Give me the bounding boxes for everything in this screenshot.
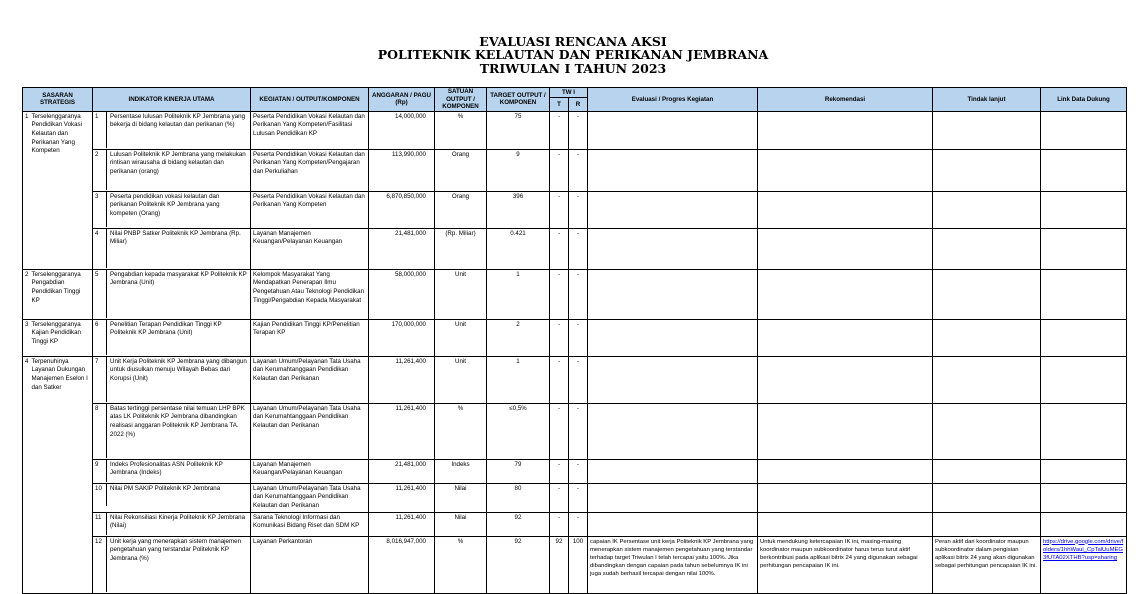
sasaran-cell bbox=[23, 319, 93, 356]
indikator-text: Peserta pendidikan vokasi kelautan dan perikanan Politeknik KP Jembrana yang kompeten (Orang) bbox=[110, 192, 220, 217]
tw-r-cell: - bbox=[569, 512, 588, 536]
anggaran-cell: 8,016,947,000 bbox=[369, 536, 435, 593]
indikator-text: Lulusan Politeknik KP Jembrana yang melakukan rintisan wirausaha di bidang kelautan dan perikanan (orang) bbox=[110, 150, 246, 175]
header-t: T bbox=[550, 97, 569, 111]
tw-t-cell: - bbox=[550, 459, 569, 483]
indikator-cell bbox=[93, 403, 251, 459]
satuan-cell: Orang bbox=[435, 149, 487, 191]
link-cell bbox=[1041, 356, 1127, 403]
link-cell bbox=[1041, 228, 1127, 269]
satuan-cell: Indeks bbox=[435, 459, 487, 483]
link-cell bbox=[1041, 269, 1127, 319]
tw-t-cell: - bbox=[550, 356, 569, 403]
header-indikator: INDIKATOR KINERJA UTAMA bbox=[93, 88, 251, 112]
tw-t-cell: - bbox=[550, 228, 569, 269]
evaluasi-cell: capaian IK Persentase unit kerja Politeknik KP Jembrana yang menerapkan sistem manajemen pengetahuan yang terstandar terhadap target Triwulan I telah tercapai yaitu 100%. Jika dibandingkan dengan capaian pada tahun sebelumnya IK ini juga sudah berhasil tercapai dengan nilai 100%. bbox=[588, 536, 758, 593]
indikator-text: Batas tertinggi persentase nilai temuan LHP BPK atas LK Politeknik KP Jembrana dibandingkan realisasi anggaran Politeknik KP Jembrana TA. 2022 (%) bbox=[110, 404, 245, 438]
target-cell: ≤0,5% bbox=[487, 403, 550, 459]
tw-t-cell: - bbox=[550, 403, 569, 459]
indikator-cell bbox=[93, 149, 251, 191]
rekomendasi-cell bbox=[758, 111, 933, 149]
report-title-line1: EVALUASI RENCANA AKSI bbox=[479, 34, 667, 49]
rekomendasi-cell bbox=[758, 319, 933, 356]
table-row bbox=[23, 356, 1127, 403]
rekomendasi-cell bbox=[758, 512, 933, 536]
anggaran-cell: 11,261,400 bbox=[369, 356, 435, 403]
anggaran-cell: 11,261,400 bbox=[369, 483, 435, 512]
tindak-lanjut-cell bbox=[933, 228, 1041, 269]
rekomendasi-cell bbox=[758, 459, 933, 483]
kegiatan-cell: Layanan Umum/Pelayanan Tata Usaha dan Kerumahtanggaan Pendidikan Kelautan dan Perikanan bbox=[251, 403, 369, 459]
kegiatan-cell: Layanan Umum/Pelayanan Tata Usaha dan Kerumahtanggaan Pendidikan Kelautan dan Perikanan bbox=[251, 483, 369, 512]
anggaran-cell: 170,000,000 bbox=[369, 319, 435, 356]
header-tindak-lanjut: Tindak lanjut bbox=[933, 88, 1041, 112]
tw-t-cell: - bbox=[550, 512, 569, 536]
anggaran-cell: 11,261,400 bbox=[369, 512, 435, 536]
indikator-cell bbox=[93, 483, 251, 512]
link-cell bbox=[1041, 319, 1127, 356]
table-row bbox=[23, 228, 1127, 269]
target-cell: 9 bbox=[487, 149, 550, 191]
sasaran-text: Terselenggaranya Pendidikan Vokasi Kelautan dan Perikanan Yang Kompeten bbox=[31, 112, 83, 155]
indikator-cell bbox=[93, 356, 251, 403]
target-cell: 92 bbox=[487, 536, 550, 593]
tindak-lanjut-cell bbox=[933, 459, 1041, 483]
table-row bbox=[23, 512, 1127, 536]
satuan-cell: Nilai bbox=[435, 512, 487, 536]
target-cell: 1 bbox=[487, 269, 550, 319]
tindak-lanjut-cell bbox=[933, 191, 1041, 228]
sasaran-no: 4 bbox=[25, 357, 29, 365]
table-row bbox=[23, 269, 1127, 319]
tindak-lanjut-cell bbox=[933, 512, 1041, 536]
link-cell bbox=[1041, 191, 1127, 228]
rekomendasi-cell bbox=[758, 483, 933, 512]
indikator-cell bbox=[93, 228, 251, 269]
kegiatan-cell: Layanan Manajemen Keuangan/Pelayanan Keuangan bbox=[251, 228, 369, 269]
rekomendasi-cell bbox=[758, 149, 933, 191]
indikator-cell bbox=[93, 319, 251, 356]
evaluasi-cell bbox=[588, 319, 758, 356]
indikator-cell bbox=[93, 536, 251, 593]
kegiatan-cell: Kelompok Masyarakat Yang Mendapatkan Penerapan Ilmu Pengetahuan Atau Teknologi Pendidikan Tinggi/Pengabdian Kepada Masyarakat bbox=[251, 269, 369, 319]
satuan-cell: Unit bbox=[435, 356, 487, 403]
indikator-no: 1 bbox=[93, 112, 107, 148]
indikator-text: Persentase lulusan Politeknik KP Jembrana yang bekerja di bidang kelautan dan perikanan (%) bbox=[110, 112, 246, 129]
indikator-cell bbox=[93, 269, 251, 319]
table-row bbox=[23, 149, 1127, 191]
tw-r-cell: - bbox=[569, 319, 588, 356]
rekomendasi-cell bbox=[758, 228, 933, 269]
anggaran-cell: 11,261,400 bbox=[369, 403, 435, 459]
tindak-lanjut-cell bbox=[933, 269, 1041, 319]
tw-r-cell: - bbox=[569, 459, 588, 483]
rekomendasi-cell: Untuk mendukung ketercapaian IK ini, masing-masing koordinator maupun subkoordinator harus terus turut aktif berkontribusi pada aplikasi bitrix 24 yang digunakan sebagai perhitungan pencapaian IK ini. bbox=[758, 536, 933, 593]
target-cell: 79 bbox=[487, 459, 550, 483]
rekomendasi-cell bbox=[758, 191, 933, 228]
target-cell: 0.421 bbox=[487, 228, 550, 269]
indikator-cell bbox=[93, 512, 251, 536]
target-cell: 1 bbox=[487, 356, 550, 403]
tindak-lanjut-cell bbox=[933, 403, 1041, 459]
indikator-text: Penelitian Terapan Pendidikan Tinggi KP Politeknik KP Jembrana (Unit) bbox=[110, 320, 222, 337]
evaluasi-cell bbox=[588, 269, 758, 319]
sasaran-text: Terselenggaranya Pengabdian Pendidikan Tinggi KP bbox=[31, 270, 81, 304]
tw-t-cell: - bbox=[550, 483, 569, 512]
satuan-cell: Unit bbox=[435, 269, 487, 319]
tw-t-cell: 92 bbox=[550, 536, 569, 593]
tw-r-cell: - bbox=[569, 111, 588, 149]
evaluasi-cell bbox=[588, 228, 758, 269]
table-row bbox=[23, 111, 1127, 149]
table-row bbox=[23, 459, 1127, 483]
sasaran-no: 1 bbox=[25, 112, 29, 120]
tw-r-cell: - bbox=[569, 191, 588, 228]
sasaran-no: 3 bbox=[25, 320, 29, 328]
table-row bbox=[23, 319, 1127, 356]
table-row bbox=[23, 191, 1127, 228]
evaluasi-cell bbox=[588, 111, 758, 149]
tw-r-cell: - bbox=[569, 149, 588, 191]
header-sasaran: SASARAN STRATEGIS bbox=[23, 88, 93, 112]
anggaran-cell: 58,000,000 bbox=[369, 269, 435, 319]
satuan-cell: % bbox=[435, 536, 487, 593]
header-kegiatan: KEGIATAN / OUTPUT/KOMPONEN bbox=[251, 88, 369, 112]
evaluasi-cell bbox=[588, 403, 758, 459]
kegiatan-cell: Kajian Pendidikan Tinggi KP/Penelitian Terapan KP bbox=[251, 319, 369, 356]
indikator-no: 9 bbox=[93, 460, 107, 482]
tindak-lanjut-cell bbox=[933, 356, 1041, 403]
kegiatan-cell: Peserta Pendidikan Vokasi Kelautan dan Perikanan Yang Kompeten/Pengajaran dan Perkuliahan bbox=[251, 149, 369, 191]
evaluasi-cell bbox=[588, 483, 758, 512]
header-target: TARGET OUTPUT / KOMPONEN bbox=[487, 88, 550, 112]
tw-r-cell: - bbox=[569, 483, 588, 512]
satuan-cell: % bbox=[435, 111, 487, 149]
link-cell bbox=[1041, 512, 1127, 536]
rencana-aksi-table bbox=[22, 87, 1127, 594]
link-cell bbox=[1041, 483, 1127, 512]
tw-t-cell: - bbox=[550, 191, 569, 228]
link-cell bbox=[1041, 403, 1127, 459]
anggaran-cell: 6,870,850,000 bbox=[369, 191, 435, 228]
indikator-cell bbox=[93, 191, 251, 228]
satuan-cell: (Rp. Miliar) bbox=[435, 228, 487, 269]
target-cell: 2 bbox=[487, 319, 550, 356]
satuan-cell: Unit bbox=[435, 319, 487, 356]
table-row bbox=[23, 536, 1127, 593]
satuan-cell: Nilai bbox=[435, 483, 487, 512]
kegiatan-cell: Peserta Pendidikan Vokasi Kelautan dan Perikanan Yang Kompeten bbox=[251, 191, 369, 228]
tw-t-cell: - bbox=[550, 269, 569, 319]
indikator-no: 10 bbox=[93, 484, 107, 506]
indikator-no: 6 bbox=[93, 320, 107, 355]
indikator-text: Nilai PNBP Satker Politeknik KP Jembrana (Rp. Miliar) bbox=[110, 229, 241, 246]
sasaran-text: Terselenggaranya Kajian Pendidikan Tinggi KP bbox=[31, 320, 81, 345]
evaluasi-cell bbox=[588, 191, 758, 228]
indikator-no: 3 bbox=[93, 192, 107, 227]
indikator-no: 11 bbox=[93, 513, 107, 535]
indikator-no: 2 bbox=[93, 150, 107, 190]
target-cell: 75 bbox=[487, 111, 550, 149]
anggaran-cell: 113,990,000 bbox=[369, 149, 435, 191]
kegiatan-cell: Peserta Pendidikan Vokasi Kelautan dan Perikanan Yang Kompeten/Fasilitasi Lulusan Pendidikan KP bbox=[251, 111, 369, 149]
table-row bbox=[23, 403, 1127, 459]
tindak-lanjut-cell bbox=[933, 149, 1041, 191]
tw-r-cell: 100 bbox=[569, 536, 588, 593]
tindak-lanjut-cell bbox=[933, 111, 1041, 149]
indikator-no: 5 bbox=[93, 270, 107, 318]
indikator-text: Pengabdian kepada masyarakat KP Politeknik KP Jembrana (Unit) bbox=[110, 270, 247, 287]
tindak-lanjut-cell bbox=[933, 319, 1041, 356]
table-row bbox=[23, 483, 1127, 512]
target-cell: 92 bbox=[487, 512, 550, 536]
kegiatan-cell: Layanan Manajemen Keuangan/Pelayanan Keuangan bbox=[251, 459, 369, 483]
sasaran-cell bbox=[23, 356, 93, 593]
header-anggaran: ANGGARAN / PAGU (Rp) bbox=[369, 88, 435, 112]
tw-t-cell: - bbox=[550, 319, 569, 356]
tw-t-cell: - bbox=[550, 111, 569, 149]
sasaran-cell bbox=[23, 111, 93, 269]
evaluasi-cell bbox=[588, 459, 758, 483]
kegiatan-cell: Layanan Umum/Pelayanan Tata Usaha dan Kerumahtanggaan Pendidikan Kelautan dan Perikanan bbox=[251, 356, 369, 403]
sasaran-no: 2 bbox=[25, 270, 29, 278]
indikator-text: Nilai PM SAKIP Politeknik KP Jembrana bbox=[110, 484, 221, 492]
indikator-no: 4 bbox=[93, 229, 107, 268]
evaluasi-cell bbox=[588, 512, 758, 536]
indikator-no: 12 bbox=[93, 537, 107, 592]
evaluasi-cell bbox=[588, 356, 758, 403]
tw-r-cell: - bbox=[569, 356, 588, 403]
satuan-cell: Orang bbox=[435, 191, 487, 228]
kegiatan-cell: Sarana Teknologi Informasi dan Komunikasi Bidang Riset dan SDM KP bbox=[251, 512, 369, 536]
report-title-line3: TRIWULAN I TAHUN 2023 bbox=[479, 61, 667, 76]
tw-r-cell: - bbox=[569, 228, 588, 269]
link-cell bbox=[1041, 111, 1127, 149]
indikator-text: Unit kerja yang menerapkan sistem manajemen pengetahuan yang terstandar Politeknik KP Jembrana (%) bbox=[110, 537, 242, 562]
evaluasi-cell bbox=[588, 149, 758, 191]
indikator-cell bbox=[93, 459, 251, 483]
tw-r-cell: - bbox=[569, 269, 588, 319]
anggaran-cell: 21,481,000 bbox=[369, 459, 435, 483]
target-cell: 80 bbox=[487, 483, 550, 512]
link-cell[interactable]: https://drive.google.com/drive/folders/1hhWaui_CpTalUuMEG3fUTA02XTHB?usp=sharing bbox=[1041, 536, 1127, 593]
anggaran-cell: 14,000,000 bbox=[369, 111, 435, 149]
target-cell: 396 bbox=[487, 191, 550, 228]
indikator-cell bbox=[93, 111, 251, 149]
tw-t-cell: - bbox=[550, 149, 569, 191]
satuan-cell: % bbox=[435, 403, 487, 459]
kegiatan-cell: Layanan Perkantoran bbox=[251, 536, 369, 593]
indikator-no: 7 bbox=[93, 357, 107, 402]
header-link: Link Data Dukung bbox=[1041, 88, 1127, 112]
header-tw: TW I bbox=[550, 88, 588, 98]
indikator-text: Indeks Profesionalitas ASN Politeknik KP Jembrana (Indeks) bbox=[110, 460, 223, 477]
link-cell bbox=[1041, 149, 1127, 191]
tindak-lanjut-cell: Peran aktif dari koordinator maupun subkoordinator dalam pengisian aplikasi bitrix 24 yang akan digunakan sebagai perhitungan pencapaian IK ini. bbox=[933, 536, 1041, 593]
tindak-lanjut-cell bbox=[933, 483, 1041, 512]
header-rekomendasi: Rekomendasi bbox=[758, 88, 933, 112]
sasaran-text: Terpenuhinya Layanan Dukungan Manajemen Eselon I dan Satker bbox=[31, 357, 88, 391]
anggaran-cell: 21,481,000 bbox=[369, 228, 435, 269]
rekomendasi-cell bbox=[758, 403, 933, 459]
indikator-text: Unit Kerja Politeknik KP Jembrana yang dibangun untuk diusulkan menuju Wilayah Bebas dari Korupsi (Unit) bbox=[110, 357, 247, 382]
indikator-no: 8 bbox=[93, 404, 107, 458]
rekomendasi-cell bbox=[758, 356, 933, 403]
link-cell bbox=[1041, 459, 1127, 483]
header-satuan: SATUAN OUTPUT / KOMPONEN bbox=[435, 88, 487, 112]
header-r: R bbox=[569, 97, 588, 111]
report-title-line2: POLITEKNIK KELAUTAN DAN PERIKANAN JEMBRANA bbox=[377, 47, 769, 62]
table-body bbox=[23, 111, 1127, 593]
indikator-text: Nilai Rekonsiliasi Kinerja Politeknik KP Jembrana (Nilai) bbox=[110, 513, 246, 530]
sasaran-cell bbox=[23, 269, 93, 319]
header-evaluasi: Evaluasi / Progres Kegiatan bbox=[588, 88, 758, 112]
tw-r-cell: - bbox=[569, 403, 588, 459]
rekomendasi-cell bbox=[758, 269, 933, 319]
